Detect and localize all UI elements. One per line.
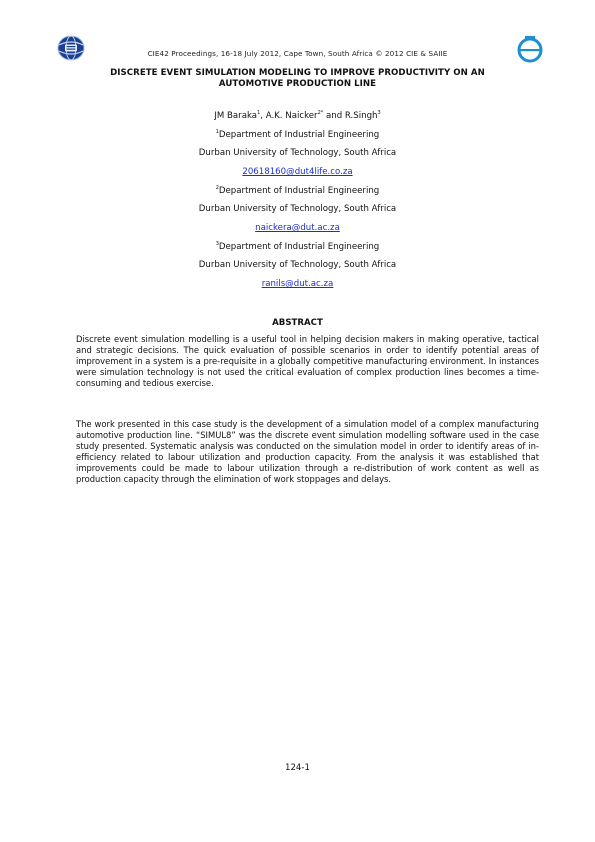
author-2-superscript: 2* — [317, 110, 324, 116]
author-2-name: , A.K. Naicker — [260, 111, 318, 121]
affiliation-1-superscript: 1 — [215, 129, 219, 135]
affiliation-1-email[interactable] — [0, 167, 595, 177]
affiliation-3-email[interactable] — [0, 279, 595, 289]
affiliation-2-institution: Durban University of Technology, South Africa — [198, 204, 397, 214]
title-line-2: AUTOMOTIVE PRODUCTION LINE — [218, 79, 377, 89]
author-1-superscript: 1 — [257, 110, 261, 116]
page-number: 124-1 — [285, 763, 310, 773]
affiliation-3-department-text: Department of Industrial Engineering — [218, 242, 380, 252]
affiliation-1-institution: Durban University of Technology, South Africa — [198, 148, 397, 158]
paper-title — [70, 68, 525, 90]
running-head: CIE42 Proceedings, 16-18 July 2012, Cape Town, South Africa © 2012 CIE & SAIIE — [147, 49, 448, 58]
affiliation-3-superscript: 3 — [215, 241, 219, 247]
affiliation-3-institution: Durban University of Technology, South Africa — [198, 260, 397, 270]
affiliation-2-department-text: Department of Industrial Engineering — [218, 186, 380, 196]
affiliation-2-email[interactable] — [0, 223, 595, 233]
email-link-2[interactable]: naickera@dut.ac.za — [255, 223, 340, 233]
saiie-logo-icon — [515, 34, 545, 64]
email-link-3[interactable]: ranils@dut.ac.za — [261, 279, 334, 289]
title-line-1: DISCRETE EVENT SIMULATION MODELING TO IMPROVE PRODUCTIVITY ON AN — [110, 68, 485, 78]
affiliation-1-department — [0, 129, 595, 140]
author-3-name: and R.Singh — [323, 111, 378, 121]
abstract-paragraph-1: Discrete event simulation modelling is a useful tool in helping decision makers in making operative, tactical and strategic decisions. The quick evaluation of possible scenarios in order to identify potential areas of improvement in a system is a pre-requisite in a globally competitive manufacturing environment. In instances were simulation technology is not used the critical evaluation of complex production lines becomes a time-consuming and tedious exercise. — [76, 334, 539, 389]
affiliation-1-department-text: Department of Industrial Engineering — [218, 130, 380, 140]
author-1-name: JM Baraka — [214, 111, 258, 121]
abstract-heading: ABSTRACT — [272, 318, 323, 328]
email-link-1[interactable]: 20618160@dut4life.co.za — [242, 167, 353, 177]
abstract-paragraph-2: The work presented in this case study is the development of a simulation model of a complex manufacturing automotive production line. “SIMUL8” was the discrete event simulation modelling software used in the case study presented. Systematic analysis was conducted on the simulation model in order to identify areas of in-efficiency related to labour utilization and production capacity. From the analysis it was established that improvements could be made to labour utilization through a re-distribution of work content as well as production capacity through the elimination of work stoppages and delays. — [76, 419, 539, 485]
author-list — [0, 110, 595, 121]
author-3-superscript: 3 — [377, 110, 381, 116]
affiliation-2-department — [0, 185, 595, 196]
affiliation-2-superscript: 2 — [215, 185, 219, 191]
affiliation-3-department — [0, 241, 595, 252]
